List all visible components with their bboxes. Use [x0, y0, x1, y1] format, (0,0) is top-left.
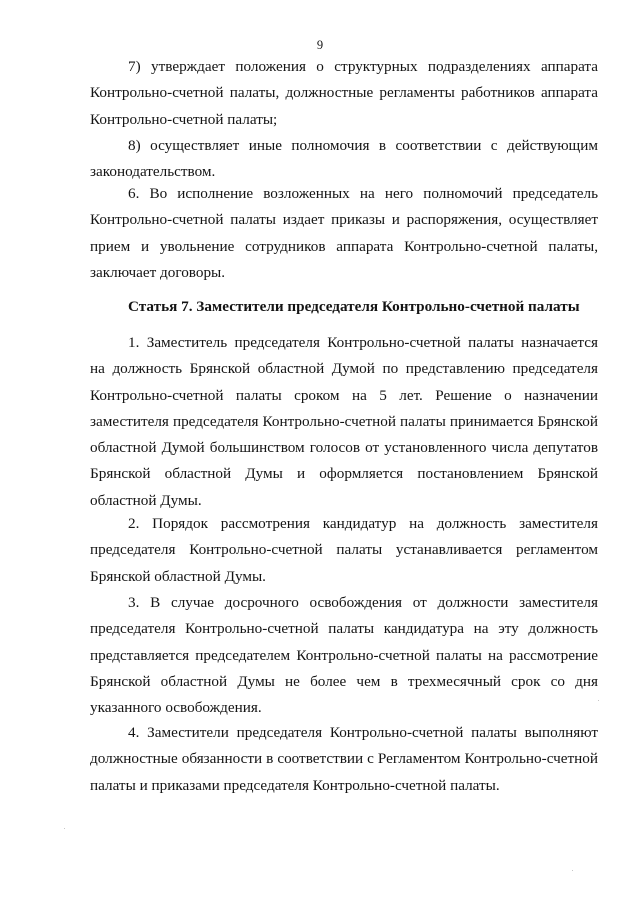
list-item-7: 7) утверждает положения о структурных подразделениях аппарата Контрольно-счетной палаты, должностные регламенты работников аппарата Контрольно-счетной палаты;: [90, 58, 598, 128]
paragraph-2: 2. Порядок рассмотрения кандидатур на должность заместителя председателя Контрольно-счетной палаты устанавливается регламентом Брянской областной Думы.: [90, 515, 598, 585]
scan-speck: [64, 828, 65, 829]
paragraph-4: 4. Заместители председателя Контрольно-счетной палаты выполняют должностные обязанности в соответствии с Регламентом Контрольно-счетной палаты и приказами председателя Контрольно-счетной палаты.: [90, 724, 598, 794]
article-heading: Статья 7. Заместители председателя Контрольно-счетной палаты: [128, 298, 580, 315]
scan-speck: [598, 700, 599, 701]
paragraph-3: 3. В случае досрочного освобождения от должности заместителя председателя Контрольно-счетной палаты кандидатура на эту должность представляется председателем Контрольно-счетной палаты на рассмотрение Брянской областной Думы не более чем в трехмесячный срок со дня указанного освобождения.: [90, 594, 598, 717]
page-number: 9: [316, 38, 324, 52]
list-item-8: 8) осуществляет иные полномочия в соответствии с действующим законодательством.: [90, 137, 598, 181]
paragraph-1: 1. Заместитель председателя Контрольно-счетной палаты назначается на должность Брянской областной Думой по представлению председателя Контрольно-счетной палаты сроком на 5 лет. Решение о назначении заместителя председателя Контрольно-счетной палаты принимается Брянской областной Думой большинством голосов от установленного числа депутатов Брянской областной Думы и оформляется постановлением Брянской областной Думы.: [90, 334, 598, 509]
paragraph-6: 6. Во исполнение возложенных на него полномочий председатель Контрольно-счетной палаты издает приказы и распоряжения, осуществляет прием и увольнение сотрудников аппарата Контрольно-счетной палаты, заключает договоры.: [90, 185, 598, 281]
scan-speck: [572, 870, 573, 871]
